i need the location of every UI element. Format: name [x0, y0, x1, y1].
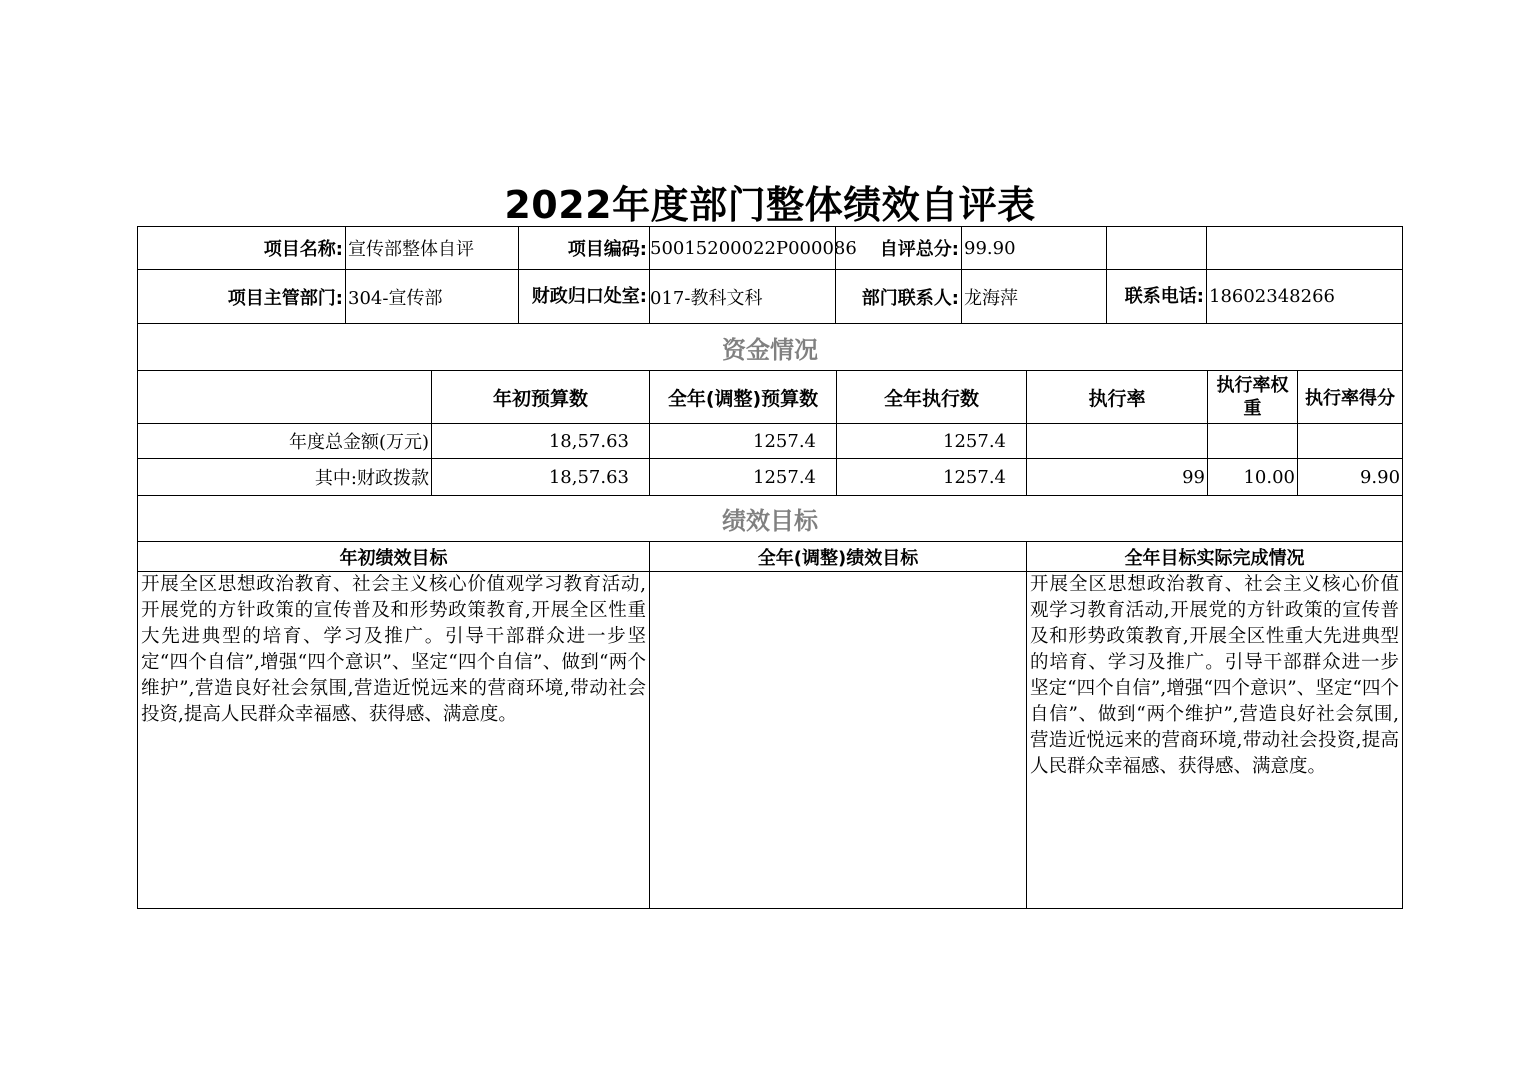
empty-cell: [138, 371, 432, 424]
funds-header-row: [138, 371, 1403, 424]
project-code-value: 50015200022P000086: [650, 227, 836, 270]
project-name-label: 项目名称:: [138, 227, 346, 270]
funds-row-total: [138, 424, 1403, 459]
initial-budget-value: 18,57.63: [432, 424, 650, 459]
score-label: 自评总分:: [836, 227, 962, 270]
adjusted-goal-text: [650, 572, 1027, 909]
header-adjusted-goal: 全年(调整)绩效目标: [650, 542, 1027, 572]
info-row-1: [138, 227, 1403, 270]
header-adjusted-budget: 全年(调整)预算数: [650, 371, 837, 424]
finance-label: 财政归口处室:: [519, 270, 650, 324]
goals-table: [137, 495, 1403, 909]
funds-row-fiscal: [138, 459, 1403, 496]
header-initial-budget: 年初预算数: [432, 371, 650, 424]
row-label: 年度总金额(万元): [138, 424, 432, 459]
adjusted-budget-value: 1257.4: [650, 424, 837, 459]
score-cell-value: [1298, 424, 1403, 459]
adjusted-budget-value: 1257.4: [650, 459, 837, 496]
evaluation-sheet: [137, 226, 1402, 908]
dept-value: 304-宣传部: [346, 270, 519, 324]
header-rate-score: 执行率得分: [1298, 371, 1403, 424]
rate-value: [1027, 424, 1208, 459]
goals-header-row: [138, 542, 1403, 572]
info-row-2: [138, 270, 1403, 324]
dept-label: 项目主管部门:: [138, 270, 346, 324]
empty-cell: [1207, 227, 1403, 270]
score-value: 99.90: [962, 227, 1107, 270]
goals-content-row: [138, 572, 1403, 909]
empty-cell: [1107, 227, 1207, 270]
info-table: [137, 226, 1403, 324]
phone-label: 联系电话:: [1107, 270, 1207, 324]
initial-goal-text: 开展全区思想政治教育、社会主义核心价值观学习教育活动,开展党的方针政策的宣传普及和形势政策教育,开展全区性重大先进典型的培育、学习及推广。引导干部群众进一步坚定“四个自信”,增强“四个意识”、坚定“四个自信”、做到“两个维护”,营造良好社会氛围,营造近悦远来的营商环境,带动社会投资,提高人民群众幸福感、获得感、满意度。: [138, 572, 650, 909]
project-code-label: 项目编码:: [519, 227, 650, 270]
finance-value: 017-教科文科: [650, 270, 836, 324]
page-title: 2022年度部门整体绩效自评表: [504, 183, 1036, 227]
weight-value: 10.00: [1208, 459, 1298, 496]
score-cell-value: 9.90: [1298, 459, 1403, 496]
header-executed: 全年执行数: [837, 371, 1027, 424]
header-actual-completion: 全年目标实际完成情况: [1027, 542, 1403, 572]
weight-value: [1208, 424, 1298, 459]
phone-value: 18602348266: [1207, 270, 1403, 324]
header-initial-goal: 年初绩效目标: [138, 542, 650, 572]
header-rate-weight: 执行率权重: [1208, 371, 1298, 424]
project-name-value: 宣传部整体自评: [346, 227, 519, 270]
rate-value: 99: [1027, 459, 1208, 496]
initial-budget-value: 18,57.63: [432, 459, 650, 496]
contact-value: 龙海萍: [962, 270, 1107, 324]
goals-section-row: [138, 496, 1403, 542]
header-rate: 执行率: [1027, 371, 1208, 424]
row-label: 其中:财政拨款: [138, 459, 432, 496]
funds-section-title: 资金情况: [138, 324, 1403, 371]
contact-label: 部门联系人:: [836, 270, 962, 324]
actual-completion-text: 开展全区思想政治教育、社会主义核心价值观学习教育活动,开展党的方针政策的宣传普及和形势政策教育,开展全区性重大先进典型的培育、学习及推广。引导干部群众进一步坚定“四个自信”,增强“四个意识”、坚定“四个自信”、做到“两个维护”,营造良好社会氛围,营造近悦远来的营商环境,带动社会投资,提高人民群众幸福感、获得感、满意度。: [1027, 572, 1403, 909]
funds-table: [137, 323, 1403, 496]
executed-value: 1257.4: [837, 459, 1027, 496]
executed-value: 1257.4: [837, 424, 1027, 459]
funds-section-row: [138, 324, 1403, 371]
goals-section-title: 绩效目标: [138, 496, 1403, 542]
